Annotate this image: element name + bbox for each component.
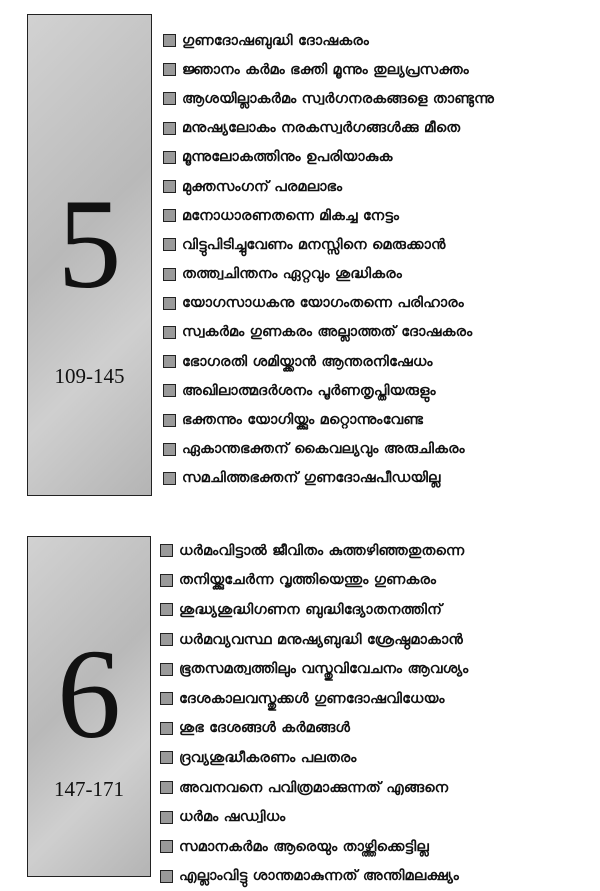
list-item: സമാനകർമം ആരെയും താഴ്ത്തിക്കെട്ടില്ല xyxy=(160,832,468,862)
chapter-number: 6 xyxy=(57,623,121,765)
list-item: എല്ലാംവിട്ടു ശാന്തമാകുന്നത് അന്തിമലക്ഷ്യം xyxy=(160,862,468,891)
square-bullet-icon xyxy=(163,355,176,368)
square-bullet-icon xyxy=(163,209,176,222)
square-bullet-icon xyxy=(163,92,176,105)
list-item: അഖിലാത്മദർശനം പൂർണതൃപ്തിയരുളും xyxy=(163,376,494,405)
square-bullet-icon xyxy=(163,238,176,251)
square-bullet-icon xyxy=(160,722,173,735)
list-item: ദ്രവ്യശുദ്ധീകരണം പലതരം xyxy=(160,743,468,773)
list-item: യോഗസാധകനു യോഗംതന്നെ പരിഹാരം xyxy=(163,289,494,318)
chapter-6-panel xyxy=(27,536,151,877)
square-bullet-icon xyxy=(163,268,176,281)
list-item: ധർമംവിട്ടാൽ ജീവിതം കുത്തഴിഞ്ഞതുതന്നെ xyxy=(160,536,468,566)
list-item: ഭോഗരതി ശമിയ്ക്കാൻ ആന്തരനിഷേധം xyxy=(163,347,494,376)
square-bullet-icon xyxy=(160,811,173,824)
chapter-5-section xyxy=(0,14,600,496)
list-item: ഭക്തന്നും യോഗിയ്ക്കും മറ്റൊന്നുംവേണ്ട xyxy=(163,405,494,434)
list-item: തനിയ്ക്കുചേർന്ന വൃത്തിയെന്തും ഗുണകരം xyxy=(160,566,468,596)
square-bullet-icon xyxy=(163,414,176,427)
list-item: സമചിത്തഭക്തന് ഗുണദോഷപീഡയില്ല xyxy=(163,464,494,493)
square-bullet-icon xyxy=(160,633,173,646)
square-bullet-icon xyxy=(163,151,176,164)
square-bullet-icon xyxy=(163,472,176,485)
list-item: ധർമവ്യവസ്ഥ മനുഷ്യബുദ്ധി ശ്രേഷ്ഠമാകാൻ xyxy=(160,625,468,655)
list-item: അവനവനെ പവിത്രമാക്കുന്നത് എങ്ങനെ xyxy=(160,773,468,803)
list-item: ഭൂതസമത്വത്തിലും വസ്തുവിവേചനം ആവശ്യം xyxy=(160,654,468,684)
square-bullet-icon xyxy=(160,544,173,557)
list-item: മൂന്നുലോകത്തിനും ഉപരിയാകുക xyxy=(163,143,494,172)
list-item: സ്വകർമം ഗുണകരം അല്ലാത്തത് ദോഷകരം xyxy=(163,318,494,347)
page-range: 147-171 xyxy=(54,777,124,801)
square-bullet-icon xyxy=(160,574,173,587)
square-bullet-icon xyxy=(163,122,176,135)
square-bullet-icon xyxy=(163,180,176,193)
chapter-number: 5 xyxy=(57,173,122,315)
list-item: ശുദ്ധ്യശുദ്ധിഗണന ബുദ്ധിദ്യോതനത്തിന് xyxy=(160,595,468,625)
square-bullet-icon xyxy=(163,297,176,310)
chapter-6-section xyxy=(0,536,600,885)
square-bullet-icon xyxy=(160,663,173,676)
list-item: ഏകാന്തഭക്തന് കൈവല്യവും അരുചികരം xyxy=(163,435,494,464)
list-item: ആശയില്ലാകർമം സ്വർഗനരകങ്ങളെ താണ്ടുന്നു xyxy=(163,84,494,113)
list-item: ധർമം ഷഡ്വിധം xyxy=(160,802,468,832)
square-bullet-icon xyxy=(160,840,173,853)
chapter-5-panel xyxy=(27,14,152,496)
list-item: ശുഭ ദേശങ്ങൾ കർമങ്ങൾ xyxy=(160,714,468,744)
chapter-6-topic-list xyxy=(160,536,468,891)
square-bullet-icon xyxy=(160,751,173,764)
square-bullet-icon xyxy=(163,34,176,47)
square-bullet-icon xyxy=(160,603,173,616)
list-item: മുക്തസംഗന് പരമലാഭം xyxy=(163,172,494,201)
square-bullet-icon xyxy=(160,781,173,794)
list-item: തത്ത്വചിന്തനം ഏറ്റവും ശുദ്ധികരം xyxy=(163,260,494,289)
list-item: മനോധാരണതന്നെ മികച്ച നേട്ടം xyxy=(163,201,494,230)
square-bullet-icon xyxy=(163,443,176,456)
square-bullet-icon xyxy=(163,384,176,397)
square-bullet-icon xyxy=(160,870,173,883)
square-bullet-icon xyxy=(163,63,176,76)
list-item: ദേശകാലവസ്തുക്കൾ ഗുണദോഷവിധേയം xyxy=(160,684,468,714)
list-item: ജ്ഞാനം കർമം ഭക്തി മൂന്നും തുല്യപ്രസക്തം xyxy=(163,55,494,84)
list-item: ഗുണദോഷബുദ്ധി ദോഷകരം xyxy=(163,26,494,55)
square-bullet-icon xyxy=(163,326,176,339)
list-item: മനുഷ്യലോകം നരകസ്വർഗങ്ങൾക്കു മീതെ xyxy=(163,114,494,143)
list-item: വിട്ടുപിടിച്ചുവേണം മനസ്സിനെ മെരുക്കാൻ xyxy=(163,230,494,259)
page-range: 109-145 xyxy=(54,364,125,388)
chapter-5-topic-list xyxy=(163,26,494,493)
square-bullet-icon xyxy=(160,692,173,705)
